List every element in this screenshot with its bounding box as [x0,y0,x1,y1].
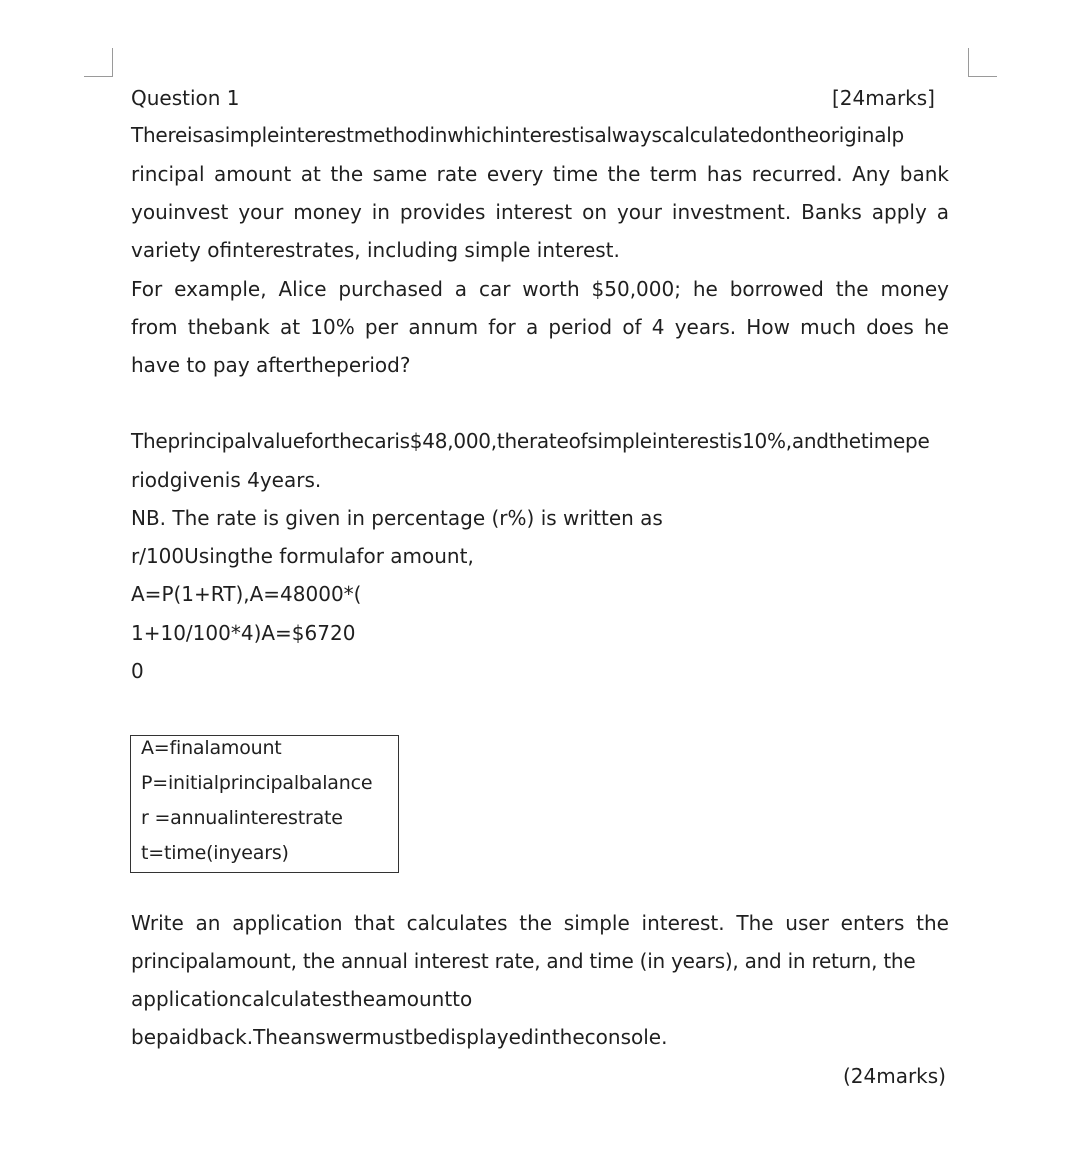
question-title: Question 1 [131,86,240,110]
task-line-1: Write an application that calculates the simple interest. The user enters the [131,911,949,935]
legend-item-time: t=time(inyears) [141,842,289,864]
example-line-1: For example, Alice purchased a car worth $50,000; he borrowed the money [131,277,949,301]
solution-line-7: 0 [131,659,144,683]
task-line-3: applicationcalculatestheamountto [131,987,473,1011]
solution-line-1: Theprincipalvalueforthecaris$48,000,therateofsimpleinterestis10%,andthetimepe [131,429,930,453]
intro-line-3: youinvest your money in provides interest on your investment. Banks apply a [131,200,949,224]
legend-item-final-amount: A=finalamount [141,737,282,759]
solution-line-6: 1+10/100*4)A=$6720 [131,621,356,645]
intro-line-4: variety ofinterestrates, including simple interest. [131,238,620,262]
top-right-margin-mark [968,48,997,77]
task-line-4: bepaidback.Theanswermustbedisplayedintheconsole. [131,1025,668,1049]
task-marks: (24marks) [842,1064,946,1088]
legend-item-rate: r =annualinterestrate [141,807,343,829]
example-line-3: have to pay aftertheperiod? [131,353,411,377]
solution-line-3: NB. The rate is given in percentage (r%) is written as [131,506,663,530]
intro-line-2: rincipal amount at the same rate every time the term has recurred. Any bank [131,162,949,186]
task-line-2: principalamount, the annual interest rate, and time (in years), and in return, the [131,949,916,973]
formula-legend-box [130,735,399,873]
top-left-margin-mark [84,48,113,77]
intro-line-1: Thereisasimpleinterestmethodinwhichinterestisalwayscalculatedontheoriginalp [131,123,904,147]
question-marks: [24marks] [831,86,935,110]
example-line-2: from thebank at 10% per annum for a period of 4 years. How much does he [131,315,949,339]
solution-line-4: r/100Usingthe formulafor amount, [131,544,474,568]
legend-item-principal: P=initialprincipalbalance [141,772,373,794]
solution-line-5: A=P(1+RT),A=48000*( [131,582,362,606]
solution-line-2: riodgivenis 4years. [131,468,322,492]
